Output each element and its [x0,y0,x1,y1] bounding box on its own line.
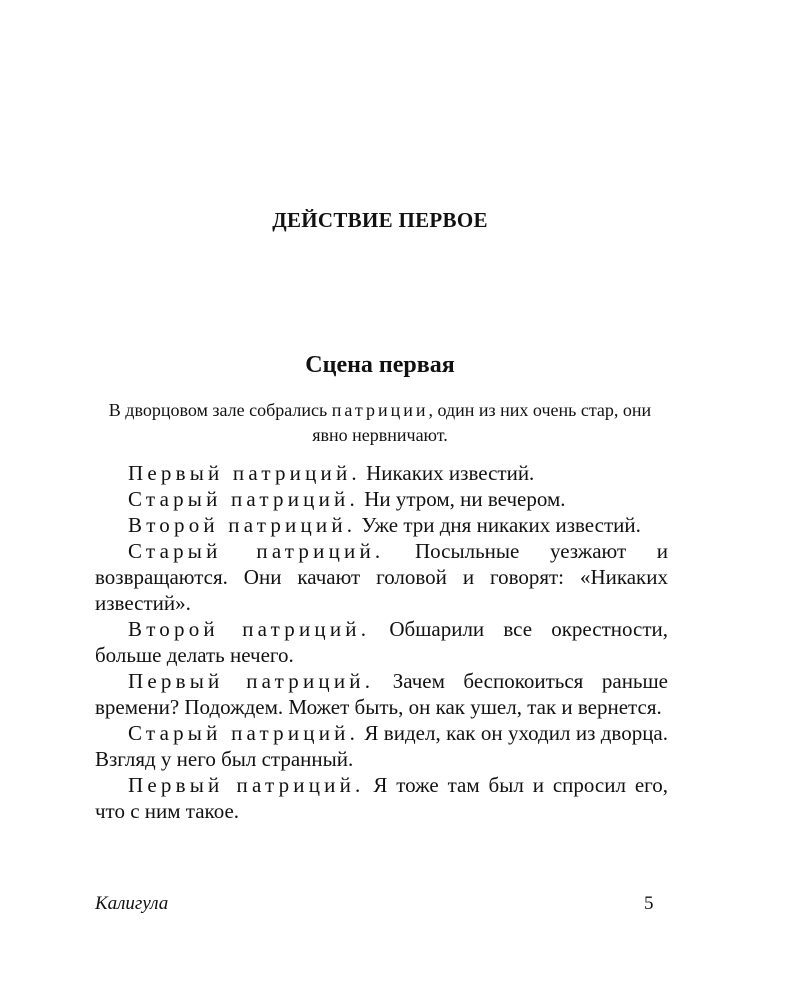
speaker-name: Старый патриций. [128,721,360,745]
stage-direction-text: В дворцовом зале собрались [108,400,332,420]
speaker-name: Первый патриций. [128,773,365,797]
replica-text: Посыльные уезжают и возвращаются. Они качают головой и говорят: «Никаких известий». [95,539,669,615]
speaker-name: Первый патриций. [128,461,361,485]
replica [95,486,668,512]
scene-title: Сцена первая [305,352,455,378]
speaker-name: Второй патриций. [128,617,371,641]
stage-direction-emphasis: патриции [331,400,429,420]
dialogue [95,460,668,824]
speaker-name: Первый патриций. [128,669,375,693]
replica [95,720,668,772]
replica-text: Уже три дня никаких известий. [356,513,641,537]
replica-text: Никаких известий. [360,461,535,485]
stage-direction [100,398,660,448]
replica-text: Я видел, как он уходил из дворца. Взгляд у него был странный. [95,721,668,771]
speaker-name: Старый патриций. [128,539,385,563]
speaker-name: Второй патриций. [128,513,357,537]
replica-text: Зачем беспокоиться раньше времени? Подождем. Может быть, он как ушел, так и вернется. [95,669,669,719]
stage-direction-text: , один из них очень стар, они явно нервничают. [312,400,652,445]
replica-text: Я тоже там был и спросил его, что с ним такое. [95,773,668,823]
replica [95,512,668,538]
replica [95,772,668,824]
replica [95,668,668,720]
replica [95,616,668,668]
replica-text: Ни утром, ни вечером. [358,487,566,511]
replica [95,538,668,616]
replica [95,460,668,486]
act-title: ДЕЙСТВИЕ ПЕРВОЕ [272,208,488,232]
running-footer-title: Калигула [95,893,169,914]
page-number: 5 [644,893,654,914]
replica-text: Обшарили все окрестности, больше делать нечего. [95,617,669,667]
speaker-name: Старый патриций. [128,487,359,511]
